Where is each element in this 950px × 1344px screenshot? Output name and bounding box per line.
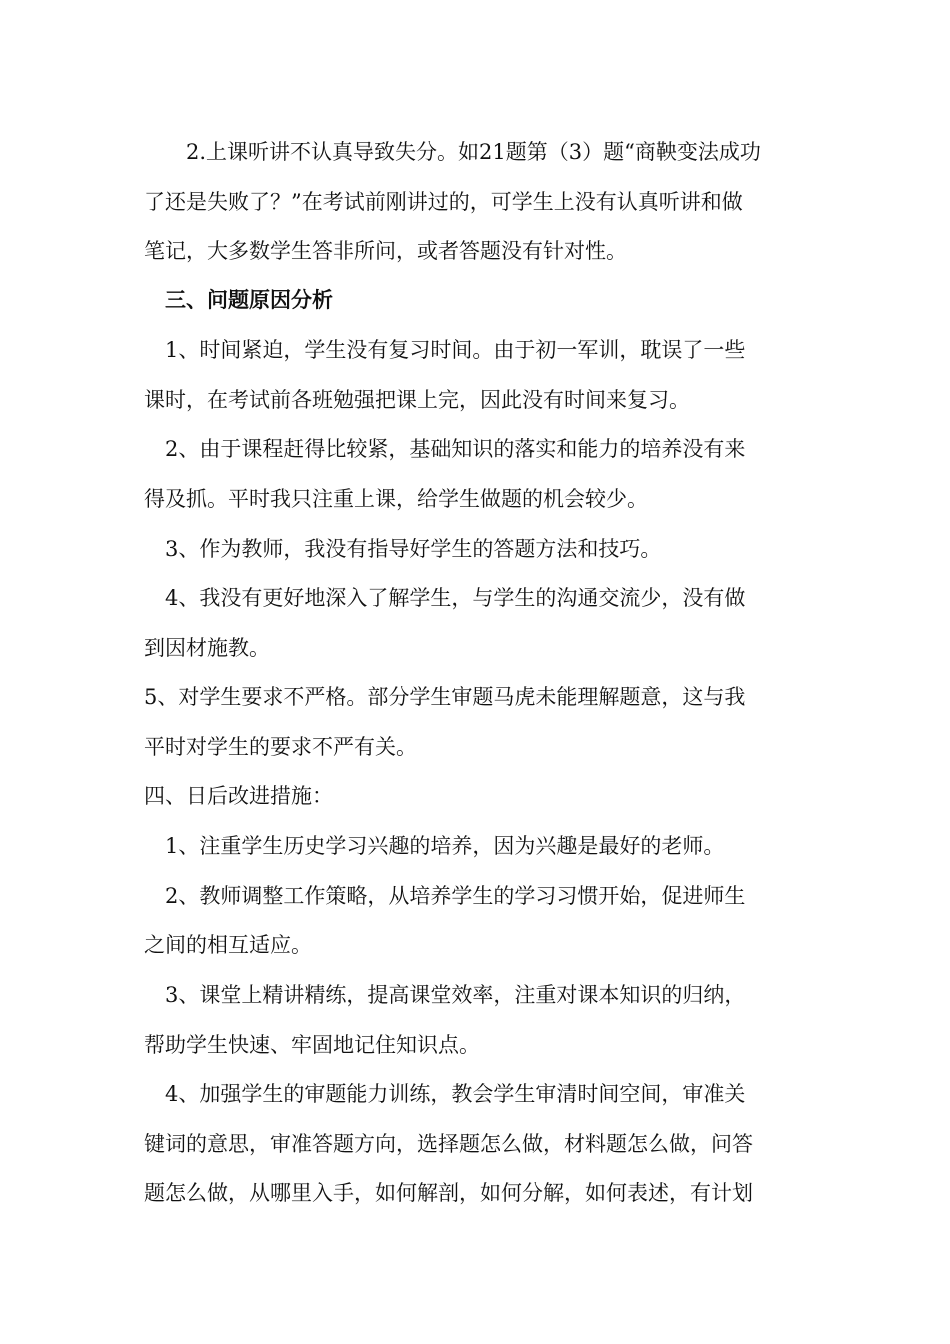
paragraph-line: 之间的相互适应。 xyxy=(144,933,312,957)
paragraph-line: 了还是失败了？”在考试前刚讲过的，可学生上没有认真听讲和做 xyxy=(144,190,743,214)
paragraph-line: 4、加强学生的审题能力训练，教会学生审清时间空间，审准关 xyxy=(144,1082,746,1106)
section-heading: 四、日后改进措施： xyxy=(144,784,333,808)
paragraph-line: 帮助学生快速、牢固地记住知识点。 xyxy=(144,1033,480,1057)
paragraph-line: 3、作为教师，我没有指导好学生的答题方法和技巧。 xyxy=(144,537,662,561)
paragraph-line: 3、课堂上精讲精练，提高课堂效率，注重对课本知识的归纳， xyxy=(144,983,746,1007)
paragraph-line: 到因材施教。 xyxy=(144,636,270,660)
paragraph-line: 得及抓。平时我只注重上课，给学生做题的机会较少。 xyxy=(144,487,648,511)
paragraph-line: 键词的意思，审准答题方向，选择题怎么做，材料题怎么做，问答 xyxy=(144,1132,753,1156)
paragraph-line: 2、由于课程赶得比较紧，基础知识的落实和能力的培养没有来 xyxy=(144,437,746,461)
paragraph-line: 1、注重学生历史学习兴趣的培养，因为兴趣是最好的老师。 xyxy=(144,834,725,858)
section-heading: 三、问题原因分析 xyxy=(144,287,333,312)
paragraph-line: 5、对学生要求不严格。部分学生审题马虎未能理解题意，这与我 xyxy=(144,685,746,709)
paragraph-line: 题怎么做，从哪里入手，如何解剖，如何分解，如何表述，有计划 xyxy=(144,1181,753,1205)
paragraph-line: 1、时间紧迫，学生没有复习时间。由于初一军训，耽误了一些 xyxy=(144,338,746,362)
paragraph-line: 4、我没有更好地深入了解学生，与学生的沟通交流少，没有做 xyxy=(144,586,746,610)
paragraph-line: 平时对学生的要求不严有关。 xyxy=(144,735,417,759)
paragraph-line: 课时，在考试前各班勉强把课上完，因此没有时间来复习。 xyxy=(144,388,690,412)
paragraph-line: 2.上课听讲不认真导致失分。如21题第（3）题“商鞅变法成功 xyxy=(144,140,761,164)
paragraph-line: 2、教师调整工作策略，从培养学生的学习习惯开始，促进师生 xyxy=(144,884,746,908)
paragraph-line: 笔记，大多数学生答非所问，或者答题没有针对性。 xyxy=(144,239,627,263)
